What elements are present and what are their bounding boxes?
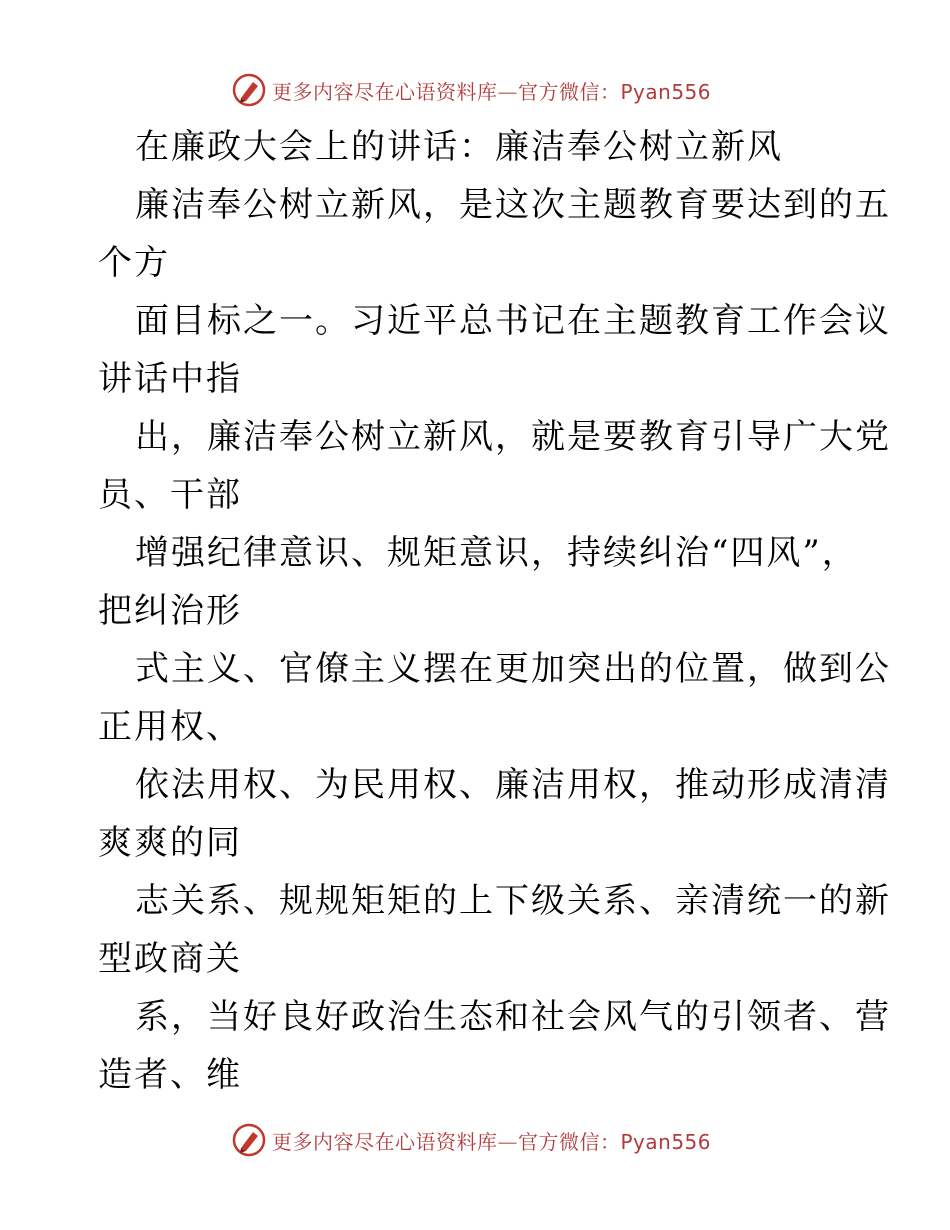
header-banner: [232, 72, 711, 108]
text-line: 增强纪律意识、规矩意识，持续纠治“四风”，: [135, 533, 858, 573]
banner-wechat: 官方微信：Pyan556: [518, 79, 712, 104]
text-line: 把纠治形: [98, 591, 242, 631]
banner-slogan: 更多内容尽在心语资料库: [272, 1129, 498, 1154]
text-line: 志关系、规规矩矩的上下级关系、亲清统一的新: [135, 881, 891, 921]
banner-separator: —: [497, 1129, 518, 1154]
text-line: 个方: [98, 243, 170, 283]
text-line: 式主义、官僚主义摆在更加突出的位置，做到公: [135, 649, 891, 689]
banner-text: [272, 1126, 711, 1155]
text-line: 造者、维: [98, 1055, 242, 1095]
footer-banner: [232, 1122, 711, 1158]
banner-slogan: 更多内容尽在心语资料库: [272, 79, 498, 104]
text-line: 廉洁奉公树立新风，是这次主题教育要达到的五: [135, 185, 891, 225]
text-line: 面目标之一。习近平总书记在主题教育工作会议: [135, 301, 891, 341]
text-line: 讲话中指: [98, 359, 242, 399]
text-line: 爽爽的同: [98, 823, 242, 863]
text-line: 出，廉洁奉公树立新风，就是要教育引导广大党: [135, 417, 891, 457]
banner-wechat: 官方微信：Pyan556: [518, 1129, 712, 1154]
text-line: 员、干部: [98, 475, 242, 515]
text-line: 系，当好良好政治生态和社会风气的引领者、营: [135, 997, 891, 1037]
document-body: [98, 118, 891, 1104]
banner-separator: —: [497, 79, 518, 104]
banner-text: [272, 76, 711, 105]
pen-logo-icon: [232, 1123, 266, 1157]
text-line: 型政商关: [98, 939, 242, 979]
document-title: 在廉政大会上的讲话：廉洁奉公树立新风: [135, 127, 783, 167]
text-line: 依法用权、为民用权、廉洁用权，推动形成清清: [135, 765, 891, 805]
text-line: 正用权、: [98, 707, 242, 747]
pen-logo-icon: [232, 73, 266, 107]
